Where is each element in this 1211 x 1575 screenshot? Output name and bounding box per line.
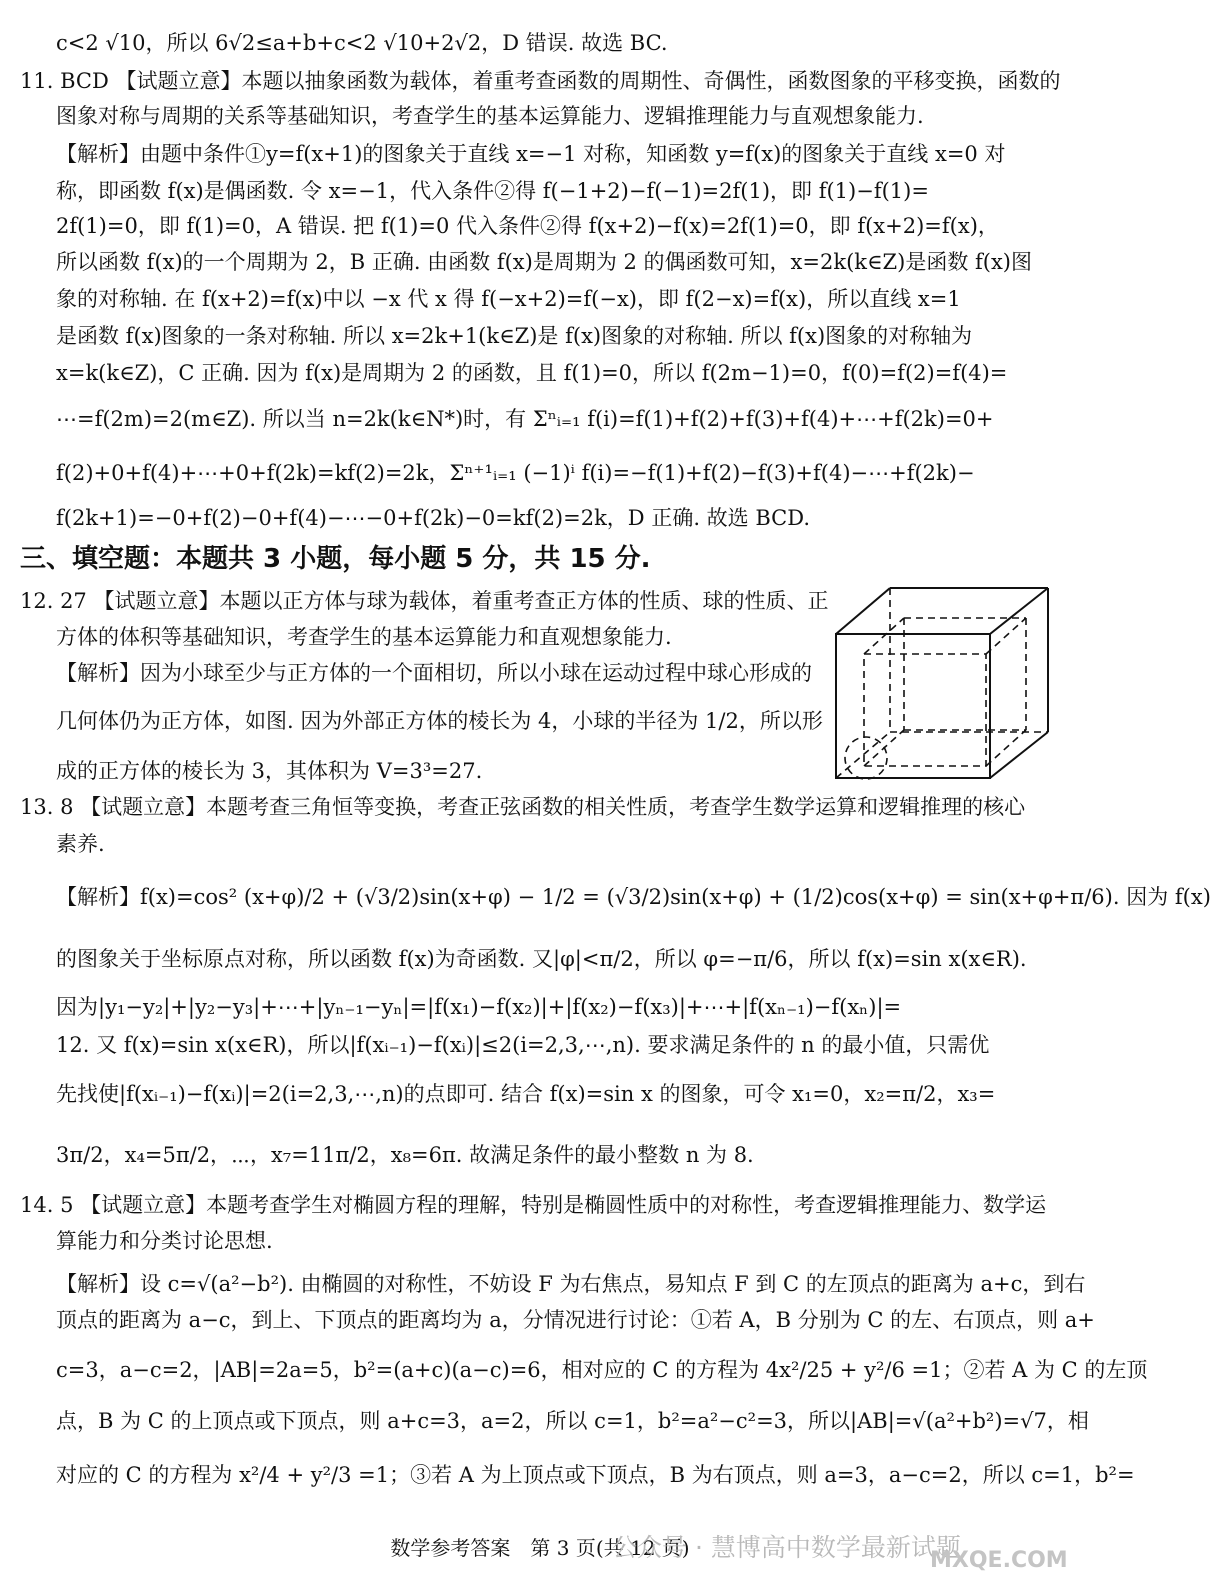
text-line: c=3，a−c=2，|AB|=2a=5，b²=(a+c)(a−c)=6，相对应的 C 的方程为 4x²/25 + y²/6 =1；②若 A 为 C 的左顶 — [56, 1358, 1148, 1382]
text-line: 几何体仍为正方体，如图. 因为外部正方体的棱长为 4，小球的半径为 1/2，所以形 — [56, 709, 823, 733]
text-line: ⋯=f(2m)=2(m∈Z). 所以当 n=2k(k∈N*)时，有 Σⁿᵢ₌₁ f(i)=f(1)+f(2)+f(3)+f(4)+⋯+f(2k)=0+ — [56, 407, 994, 431]
question-11-heading: 11. BCD 【试题立意】本题以抽象函数为载体，着重考查函数的周期性、奇偶性，函数图象的平移变换，函数的 — [20, 69, 1061, 93]
text-line: f(2k+1)=−0+f(2)−0+f(4)−⋯−0+f(2k)−0=kf(2)=2k，D 正确. 故选 BCD. — [56, 506, 810, 530]
text-line: 的图象关于坐标原点对称，所以函数 f(x)为奇函数. 又|φ|<π/2，所以 φ=−π/6，所以 f(x)=sin x(x∈R). — [56, 947, 1027, 971]
text-line: 先找使|f(xᵢ₋₁)−f(xᵢ)|=2(i=2,3,⋯,n)的点即可. 结合 f(x)=sin x 的图象，可令 x₁=0，x₂=π/2，x₃= — [56, 1082, 996, 1106]
text-line: 2f(1)=0，即 f(1)=0，A 错误. 把 f(1)=0 代入条件②得 f(x+2)−f(x)=2f(1)=0，即 f(x+2)=f(x)， — [56, 214, 999, 238]
text-line: f(2)+0+f(4)+⋯+0+f(2k)=kf(2)=2k，Σⁿ⁺¹ᵢ₌₁ (−1)ⁱ f(i)=−f(1)+f(2)−f(3)+f(4)−⋯+f(2k)− — [56, 461, 975, 485]
text-line: 图象对称与周期的关系等基础知识，考查学生的基本运算能力、逻辑推理能力与直观想象能力. — [56, 104, 924, 128]
watermark-site: MXQE.COM — [930, 1548, 1068, 1573]
text-line: 方体的体积等基础知识，考查学生的基本运算能力和直观想象能力. — [56, 625, 672, 649]
text-line: 称，即函数 f(x)是偶函数. 令 x=−1，代入条件②得 f(−1+2)−f(−1)=2f(1)，即 f(1)−f(1)= — [56, 179, 929, 203]
text-line: 【解析】设 c=√(a²−b²). 由椭圆的对称性，不妨设 F 为右焦点，易知点 F 到 C 的左顶点的距离为 a+c，到右 — [56, 1272, 1086, 1296]
text-line: 【解析】由题中条件①y=f(x+1)的图象关于直线 x=−1 对称，知函数 y=f(x)的图象关于直线 x=0 对 — [56, 142, 1006, 166]
question-13-heading: 13. 8 【试题立意】本题考查三角恒等变换，考查正弦函数的相关性质，考查学生数学运算和逻辑推理的核心 — [20, 795, 1026, 819]
text-line: c<2 √10，所以 6√2≤a+b+c<2 √10+2√2，D 错误. 故选 BC. — [56, 31, 668, 55]
page-footer: 数学参考答案 第 3 页(共 12 页) — [390, 1536, 690, 1560]
text-line: 点，B 为 C 的上顶点或下顶点，则 a+c=3，a=2，所以 c=1，b²=a²−c²=3，所以|AB|=√(a²+b²)=√7，相 — [56, 1409, 1089, 1433]
text-line: 成的正方体的棱长为 3，其体积为 V=3³=27. — [56, 759, 483, 783]
text-line: 象的对称轴. 在 f(x+2)=f(x)中以 −x 代 x 得 f(−x+2)=f(−x)，即 f(2−x)=f(x)，所以直线 x=1 — [56, 287, 961, 311]
cube-front-face — [836, 634, 990, 778]
question-14-heading: 14. 5 【试题立意】本题考查学生对椭圆方程的理解，特别是椭圆性质中的对称性，考查逻辑推理能力、数学运 — [20, 1193, 1047, 1217]
text-line: 3π/2，x₄=5π/2，⋯，x₇=11π/2，x₈=6π. 故满足条件的最小整数 n 为 8. — [56, 1143, 754, 1167]
watermark-text: 公众号 · 慧博高中数学最新试题 — [612, 1533, 961, 1562]
section-title: 三、填空题：本题共 3 小题，每小题 5 分，共 15 分. — [20, 544, 651, 574]
text-line: 12. 又 f(x)=sin x(x∈R)，所以|f(xᵢ₋₁)−f(xᵢ)|≤2(i=2,3,⋯,n). 要求满足条件的 n 的最小值，只需优 — [56, 1033, 990, 1057]
text-line: 对应的 C 的方程为 x²/4 + y²/3 =1；③若 A 为上顶点或下顶点，B 为右顶点，则 a=3，a−c=2，所以 c=1，b²= — [56, 1463, 1135, 1487]
text-line: 所以函数 f(x)的一个周期为 2，B 正确. 由函数 f(x)是周期为 2 的偶函数可知，x=2k(k∈Z)是函数 f(x)图 — [56, 250, 1033, 274]
text-line: 【解析】因为小球至少与正方体的一个面相切，所以小球在运动过程中球心形成的 — [56, 661, 812, 685]
text-line: 因为|y₁−y₂|+|y₂−y₃|+⋯+|yₙ₋₁−yₙ|=|f(x₁)−f(x₂)|+|f(x₂)−f(x₃)|+⋯+|f(xₙ₋₁)−f(xₙ)|= — [56, 995, 902, 1019]
cube-figure — [834, 584, 1052, 782]
text-line: x=k(k∈Z)，C 正确. 因为 f(x)是周期为 2 的函数，且 f(1)=0，所以 f(2m−1)=0，f(0)=f(2)=f(4)= — [56, 361, 1008, 385]
text-line: 是函数 f(x)图象的一条对称轴. 所以 x=2k+1(k∈Z)是 f(x)图象的对称轴. 所以 f(x)图象的对称轴为 — [56, 324, 973, 348]
text-line: 【解析】f(x)=cos² (x+φ)/2 + (√3/2)sin(x+φ) − 1/2 = (√3/2)sin(x+φ) + (1/2)cos(x+φ) = sin(x+φ+π/6). 因为 f(x) — [56, 885, 1211, 909]
ball-circle — [845, 737, 887, 779]
text-line: 素养. — [56, 832, 105, 856]
question-12-heading: 12. 27 【试题立意】本题以正方体与球为载体，着重考查正方体的性质、球的性质、正 — [20, 589, 829, 613]
text-line: 算能力和分类讨论思想. — [56, 1229, 273, 1253]
text-line: 顶点的距离为 a−c，到上、下顶点的距离均为 a，分情况进行讨论：①若 A，B 分别为 C 的左、右顶点，则 a+ — [56, 1308, 1095, 1332]
